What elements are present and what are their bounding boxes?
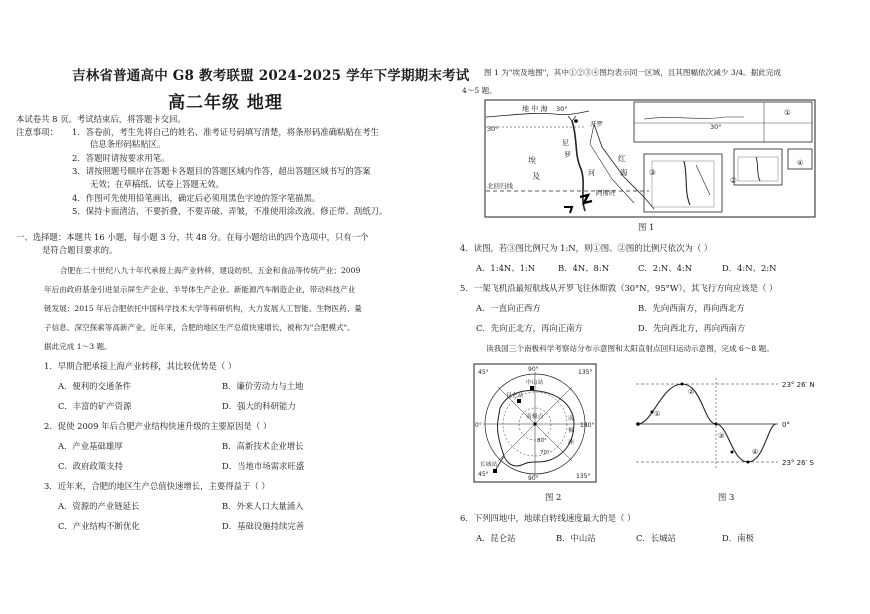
q5-option-c[interactable]: C．先向正北方，再向正南方 <box>476 323 583 333</box>
svg-text:河: 河 <box>588 169 595 177</box>
q4-option-c[interactable]: C．2:N、4:N <box>638 263 693 273</box>
q6-option-a[interactable]: A．昆仑站 <box>476 533 516 543</box>
changcheng-station-marker <box>493 469 497 473</box>
svg-text:北回归线: 北回归线 <box>487 182 513 190</box>
subject-title: 高二年级 地理 <box>168 93 283 113</box>
note-line: 1．答卷前，考生先将自己的姓名、准考证号码填写清楚，将条形码准确粘贴在考生 <box>72 127 379 137</box>
q3-option-b[interactable]: B．外来人口大量涌入 <box>222 501 304 511</box>
q4-stem: 4．读图，若③图比例尺为 1:N，则①图、②图的比例尺依次为（ ） <box>460 243 713 253</box>
q3-option-a[interactable]: A．资源的产业链延长 <box>58 501 140 511</box>
svg-text:30°: 30° <box>710 123 722 131</box>
exam-title: 吉林省普通高中 G8 教考联盟 2024-2025 学年下学期期末考试 <box>72 68 470 84</box>
q3-option-d[interactable]: D．基础设施持续完善 <box>222 521 305 531</box>
q6-option-d[interactable]: D．南极 <box>722 533 754 543</box>
svg-text:0°: 0° <box>475 422 482 429</box>
svg-text:昆仑站: 昆仑站 <box>506 393 524 399</box>
passage2-line: 图 1 为"埃及地图"，其中①②③④图均表示同一区域，且其图幅依次减少 3/4。据此完成 <box>484 68 782 77</box>
q5-option-a[interactable]: A．一直向正西方 <box>476 303 541 313</box>
q4-option-a[interactable]: A．1:4N、1:N <box>476 263 536 273</box>
svg-text:埃: 埃 <box>528 156 536 165</box>
svg-text:0°: 0° <box>782 421 790 429</box>
svg-text:90°: 90° <box>528 475 539 482</box>
svg-text:180°: 180° <box>580 422 595 429</box>
svg-text:④: ④ <box>797 159 804 167</box>
note-line: 无效；在草稿纸、试卷上答题无效。 <box>90 179 224 189</box>
svg-text:洲: 洲 <box>568 440 574 446</box>
passage-line: 子信息、深空探索等高新产业。近年来，合肥的地区生产总值快速增长，被称为"合肥模式"。 <box>44 323 355 332</box>
svg-text:23° 26′ N: 23° 26′ N <box>782 381 815 389</box>
svg-text:红: 红 <box>618 154 626 163</box>
q2-option-d[interactable]: D．当地市场需求旺盛 <box>222 461 305 471</box>
note-line: 4．作图可先使用铅笔画出，确定后必须用黑色字迹的签字笔描黑。 <box>72 193 321 203</box>
kunlun-station-marker <box>517 399 521 403</box>
q6-stem: 6．下列四地中，地球自转线速度最大的是（ ） <box>460 513 636 523</box>
note-line: 3．请按照题号顺序在答题卡各题目的答题区域内作答，超出答题区域书写的答案 <box>72 166 371 176</box>
q1-option-d[interactable]: D．强大的科研能力 <box>222 401 296 411</box>
svg-text:③: ③ <box>649 168 656 177</box>
note-line: 5．保持卡面清洁，不要折叠，不要弄破、弄皱，不准使用涂改液、修正带、刮纸刀。 <box>72 206 388 216</box>
svg-text:45°: 45° <box>478 471 489 478</box>
svg-text:南极点: 南极点 <box>526 414 544 420</box>
q3-option-c[interactable]: C．产业结构不断优化 <box>58 521 140 531</box>
svg-text:45°: 45° <box>478 369 489 376</box>
figure3-solar-curve <box>628 370 856 476</box>
figure3-caption: 图 3 <box>718 492 735 502</box>
q5-option-d[interactable]: D．先向西北方，再向西南方 <box>638 323 746 333</box>
svg-text:开罗: 开罗 <box>590 120 603 128</box>
figure1-caption: 图 1 <box>638 222 655 232</box>
svg-text:尼: 尼 <box>562 139 569 147</box>
note-line: 信息条形码粘贴区。 <box>90 139 166 149</box>
svg-text:30°: 30° <box>556 105 568 113</box>
svg-text:135°: 135° <box>576 473 591 480</box>
q4-option-b[interactable]: B．4N、8:N <box>558 263 610 273</box>
q2-option-c[interactable]: C．政府政策支持 <box>58 461 124 471</box>
svg-text:极: 极 <box>568 428 574 434</box>
q3-stem: 3．近年来，合肥的地区生产总值快速增长，主要得益于（ ） <box>44 481 270 491</box>
q6-option-c[interactable]: C．长城站 <box>636 533 676 543</box>
q1-option-b[interactable]: B．廉价劳动力与土地 <box>222 381 304 391</box>
passage3-line: 读我国三个南极科学考察站分布示意图和太阳直射点回归运动示意图，完成 6～8 题。 <box>486 344 774 353</box>
svg-text:90°: 90° <box>528 366 539 373</box>
svg-text:70°: 70° <box>540 450 550 456</box>
fig1-label: 地 中 海 <box>522 105 548 113</box>
q5-option-b[interactable]: B．先向西南方，再向西北方 <box>638 303 745 313</box>
svg-text:30°: 30° <box>487 125 499 133</box>
q2-stem: 2．促使 2009 年后合肥产业结构快速升级的主要原因是（ ） <box>44 421 272 431</box>
figure1-egypt-map <box>484 99 816 219</box>
q1-stem: 1．早期合肥承接上海产业转移，其比较优势是（ ） <box>44 361 237 371</box>
notes-intro: 本试卷共 8 页。考试结束后，将答题卡交回。 <box>16 114 186 124</box>
svg-text:罗: 罗 <box>564 151 571 159</box>
figure2-antarctica-map <box>470 362 600 484</box>
section-heading: 一、选择题：本题共 16 小题，每小题 3 分，共 48 分。在每小题给出的四个选项中，只有一个 <box>16 232 369 242</box>
svg-text:中山站: 中山站 <box>526 380 544 386</box>
svg-text:80°: 80° <box>537 438 547 444</box>
passage-line: 合肥在二十世纪八九十年代承接上海产业转移，建设纺织、五金和食品等传统产业；2009 <box>60 266 361 275</box>
q2-option-b[interactable]: B．高新技术企业增长 <box>222 441 304 451</box>
svg-text:及: 及 <box>532 172 540 181</box>
svg-text:③: ③ <box>718 432 725 440</box>
svg-text:④: ④ <box>752 448 759 456</box>
svg-text:23° 26′ S: 23° 26′ S <box>782 459 814 467</box>
svg-text:②: ② <box>688 388 695 396</box>
svg-text:②: ② <box>730 176 737 185</box>
svg-text:①: ① <box>784 108 791 117</box>
svg-text:海: 海 <box>620 168 628 177</box>
section-heading-cont: 是符合题目要求的。 <box>42 245 118 255</box>
svg-text:长城站: 长城站 <box>480 462 498 468</box>
svg-text:①: ① <box>654 410 661 418</box>
q6-option-b[interactable]: B．中山站 <box>556 533 596 543</box>
zhongshan-station-marker <box>530 386 534 390</box>
q1-option-c[interactable]: C．丰富的矿产资源 <box>58 401 132 411</box>
q4-option-d[interactable]: D．4:N、2:N <box>722 263 777 273</box>
notes-label: 注意事项： <box>16 127 58 137</box>
q5-stem: 5．一架飞机沿最短航线从开罗飞往休斯敦（30°N，95°W），其飞行方向应该是（ ） <box>460 283 778 293</box>
passage-line: 年后由政府基金引进显示屏生产企业、半导体生产企业、新能源汽车制造企业，带动科技产业 <box>44 285 356 294</box>
svg-text:135°: 135° <box>578 369 593 376</box>
svg-text:阿斯旺: 阿斯旺 <box>596 189 616 197</box>
figure2-caption: 图 2 <box>545 492 562 502</box>
svg-text:南: 南 <box>568 416 574 422</box>
note-line: 2．答题时请按要求用笔。 <box>72 153 170 163</box>
passage-line: 据此完成 1～3 题。 <box>44 342 112 351</box>
passage2-line: 4～5 题。 <box>462 86 497 95</box>
q2-option-a[interactable]: A．产业基础雄厚 <box>58 441 123 451</box>
q1-option-a[interactable]: A．便利的交通条件 <box>58 381 132 391</box>
passage-line: 链发展；2015 年后合肥依托中国科学技术大学等科研机构，大力发展人工智能、生物医药、量 <box>44 304 362 313</box>
